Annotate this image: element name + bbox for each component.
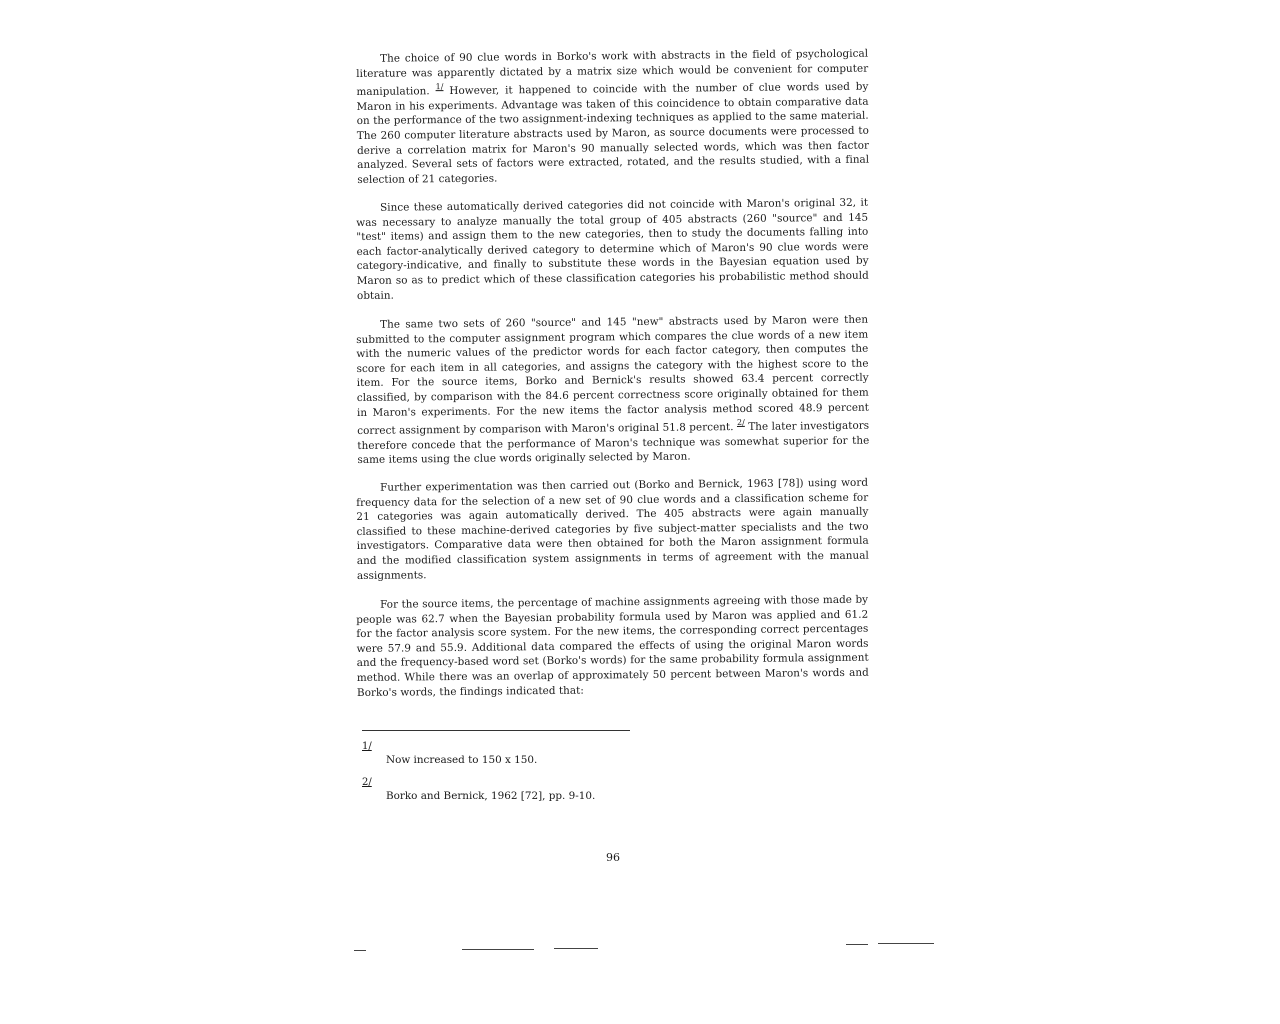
paragraph-1-text-a: The choice of 90 clue words in Borko's work with abstracts in the field of psychological literature was apparently dictated by a matrix size which would be convenient for computer manipulation.	[356, 47, 869, 99]
footnote-1-mark: 1/	[362, 741, 372, 752]
scan-artifact-line-4	[846, 944, 868, 945]
paragraph-4: Further experimentation was then carried out (Borko and Bernick, 1963 [78]) using word frequency data for the selection of a new set of 90 clue words and a classification scheme for 21 categories was again automatically derived. The 405 abstracts were again manually classified to these machine-derived categories by five subject-matter specialists and the two investigators. Comparative data were then obtained for both the Maron assignment formula and the modified classification system assignments in terms of agreement with the manual assignments.	[356, 477, 869, 582]
scan-artifact-line-5	[878, 943, 934, 944]
document-body	[356, 47, 870, 714]
footnote-2-text: Borko and Bernick, 1962 [72], pp. 9-10.	[386, 790, 596, 802]
paragraph-5: For the source items, the percentage of machine assignments agreeing with those made by people was 62.7 when the Bayesian probability formula used by Maron was applied and 61.2 for the factor analysis score system. For the new items, the corresponding correct percentages were 57.9 and 55.9. Additional data compared the effects of using the original Maron words and the frequency-based word set (Borko's words) for the same probability formula assignment method. While there was an overlap of approximately 50 percent between Maron's words and Borko's words, the findings indicated that:	[356, 593, 869, 699]
footnote-separator	[362, 730, 630, 731]
paragraph-3	[356, 312, 870, 467]
scan-artifact-line-2	[462, 949, 534, 950]
page-number: 96	[606, 851, 620, 864]
footnote-1-text: Now increased to 150 x 150.	[386, 754, 538, 766]
paragraph-3-text-a: The same two sets of 260 "source" and 145 "new" abstracts used by Maron were then submitted to the computer assignment program which compares the clue words of a new item with the numeric values of the predictor words for each factor category, then computes the score for each item in all categories, and assigns the category with the highest score to the item. For the source items, Borko and Bernick's results showed 63.4 percent correctly classified, by comparison with the 84.6 percent correctness score originally obtained for them in Maron's experiments. For the new items the factor analysis method scored 48.9 percent correct assignment by comparison with Maron's original 51.8 percent.	[356, 313, 870, 437]
paragraph-2: Since these automatically derived categories did not coincide with Maron's original 32, it was necessary to analyze manually the total group of 405 abstracts (260 "source" and 145 "test" items) and assign them to the new categories, then to study the documents falling into each factor-analytically derived category to determine which of Maron's 90 clue words were category-indicative, and finally to substitute these words in the Bayesian equation used by Maron so as to predict which of these classification categories his probabilistic method should obtain.	[356, 196, 869, 302]
footnote-ref-1: 1/	[435, 82, 444, 92]
paragraph-1	[356, 47, 869, 188]
paragraph-1-text-b: However, it happened to coincide with the number of clue words used by Maron in his experiments. Advantage was taken of this coincidence to obtain comparative data on the performance of the two assignment-indexing techniques as applied to the same material. The 260 computer literature abstracts used by Maron, as source documents were processed to derive a correlation matrix for Maron's 90 manually selected words, which was then factor analyzed. Several sets of factors were extracted, rotated, and the results studied, with a final selection of 21 categories.	[356, 80, 870, 186]
footnote-ref-2: 2/	[736, 417, 745, 427]
paragraph-3-text-b: The later investigators therefore concede that the performance of Maron's technique was somewhat superior for the same items using the clue words originally selected by Maron.	[357, 419, 870, 466]
footnote-2-mark: 2/	[362, 777, 372, 788]
scan-artifact-line-1	[354, 950, 366, 951]
scan-artifact-line-3	[554, 948, 598, 949]
